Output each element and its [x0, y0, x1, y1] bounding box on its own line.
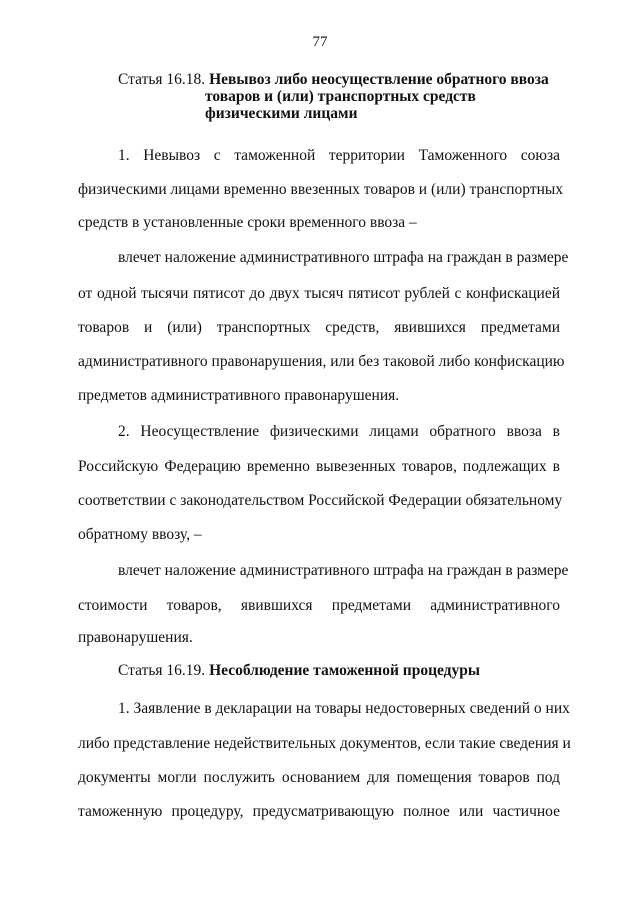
article-16-18-title-line-2: товаров и (или) транспортных средств: [205, 88, 476, 105]
article-16-18-heading: [118, 71, 588, 88]
article-16-18-part1-sanction-line-2: от одной тысячи пятисот до двух тысяч пятисот рублей с конфискацией: [78, 285, 560, 302]
article-16-18-number: Статья 16.18.: [118, 71, 206, 88]
article-16-18-part1-line-3: средств в установленные сроки временного ввоза –: [78, 214, 417, 231]
article-16-18-part2-line-2: Российскую Федерацию временно вывезенных товаров, подлежащих в: [78, 458, 560, 475]
article-16-18-part1-line-1: 1. Невывоз с таможенной территории Таможенного союза: [118, 147, 560, 164]
article-16-18-part2-sanction-line-1: влечет наложение административного штрафа на граждан в размере: [118, 562, 569, 579]
article-16-18-part1-sanction-line-5: предметов административного правонарушения.: [78, 387, 400, 404]
article-16-18-part1-sanction-line-3: товаров и (или) транспортных средств, явившихся предметами: [78, 319, 560, 336]
article-16-18-part2-sanction-line-3: правонарушения.: [78, 629, 193, 646]
article-16-18-part2-line-4: обратному ввозу, –: [78, 526, 202, 543]
article-16-18-part2-line-1: 2. Неосуществление физическими лицами обратного ввоза в: [118, 423, 560, 440]
article-16-19-part1-line-4: таможенную процедуру, предусматривающую полное или частичное: [78, 803, 560, 820]
article-16-19-part1-line-3: документы могли послужить основанием для помещения товаров под: [78, 769, 560, 786]
article-16-18-part1-sanction-line-1: влечет наложение административного штрафа на граждан в размере: [118, 249, 569, 266]
article-16-18-title-line-1: Невывоз либо неосуществление обратного ввоза: [209, 71, 549, 88]
article-16-19-heading: [118, 662, 588, 679]
article-16-18-title-line-3: физическими лицами: [205, 105, 358, 122]
article-16-19-part1-line-2: либо представление недействительных документов, если такие сведения и: [78, 735, 571, 752]
article-16-18-part2-sanction-line-2: стоимости товаров, явившихся предметами административного: [78, 597, 560, 614]
article-16-18-part2-line-3: соответствии с законодательством Российской Федерации обязательному: [78, 492, 563, 509]
article-16-19-title: Несоблюдение таможенной процедуры: [209, 662, 480, 679]
article-16-19-number: Статья 16.19.: [118, 662, 206, 679]
article-16-18-part1-line-2: физическими лицами временно ввезенных товаров и (или) транспортных: [78, 181, 564, 198]
article-16-18-part1-sanction-line-4: административного правонарушения, или без таковой либо конфискацию: [78, 353, 565, 370]
page-number: 77: [312, 34, 328, 50]
article-16-19-part1-line-1: 1. Заявление в декларации на товары недостоверных сведений о них: [118, 700, 570, 717]
